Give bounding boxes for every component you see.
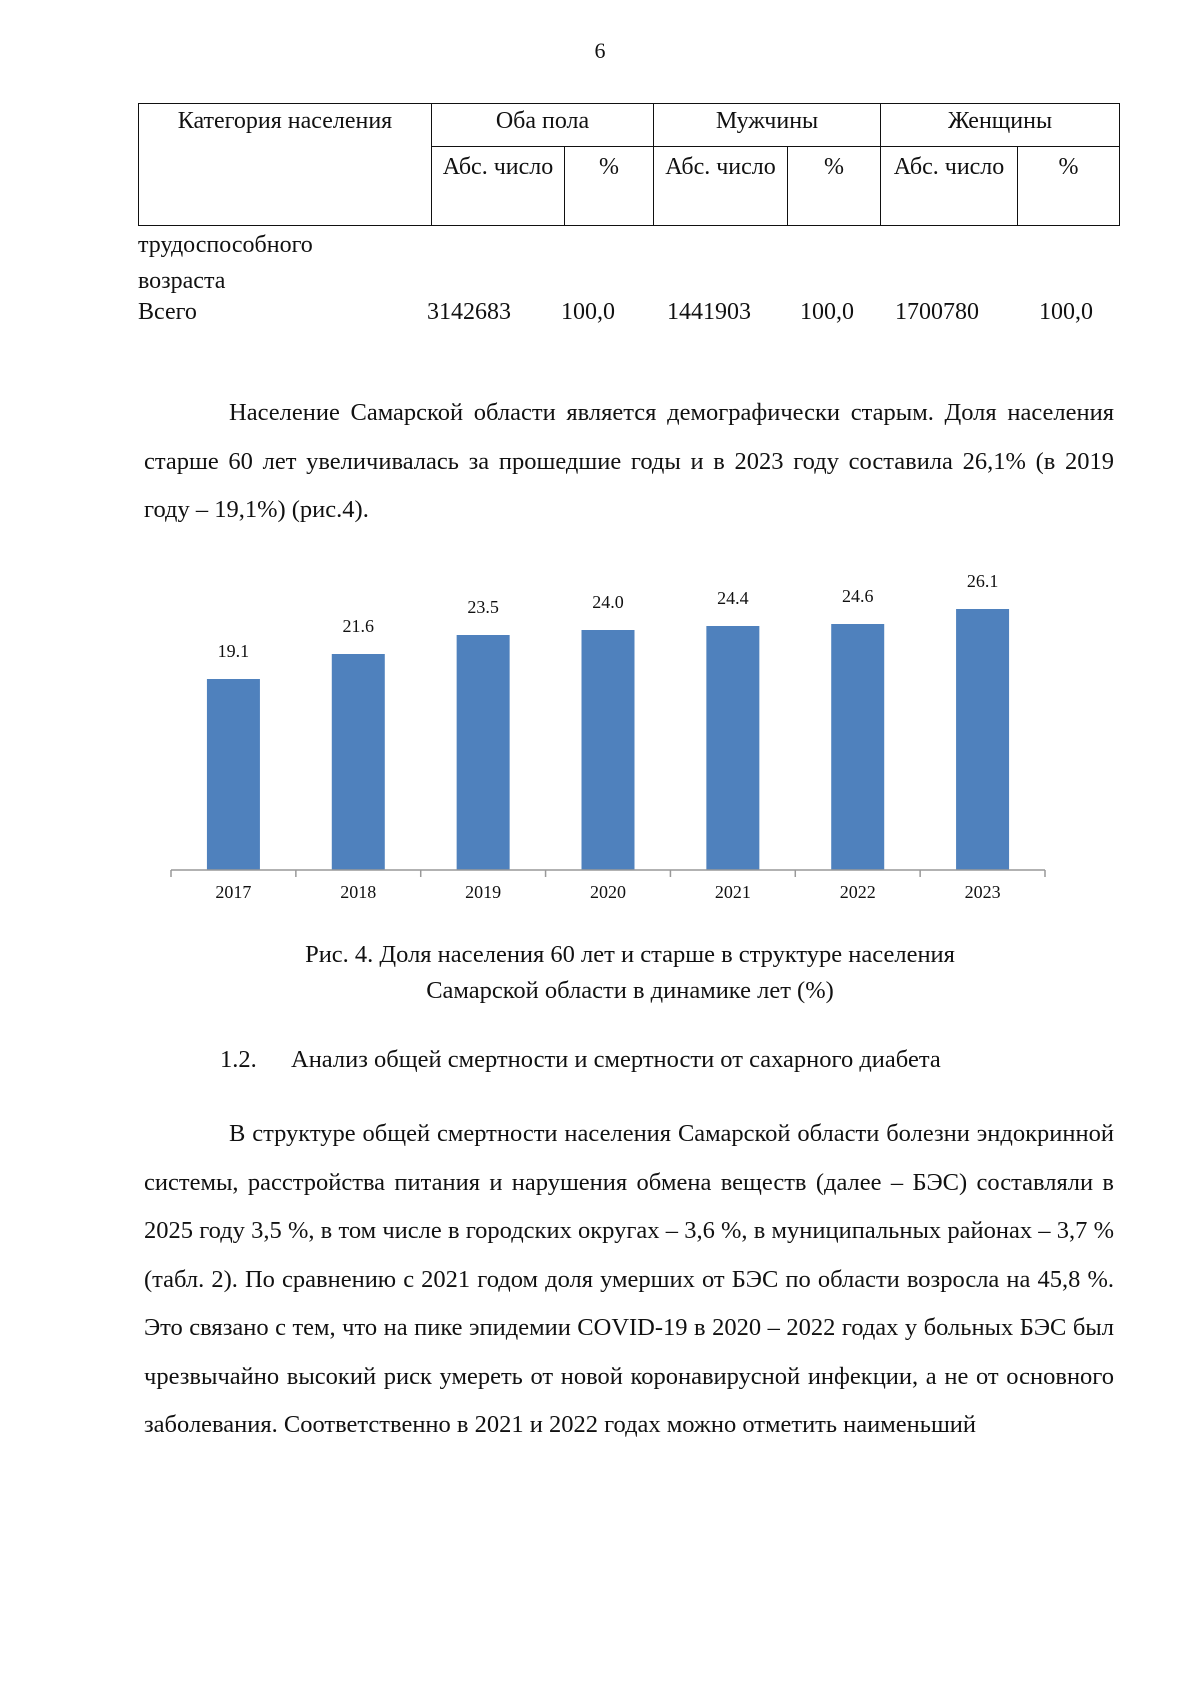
total-men-abs: 1441903 [667,299,751,325]
value-label-2020: 24.0 [592,592,624,612]
category-label-2023: 2023 [964,882,1001,902]
value-label-2018: 21.6 [342,616,375,636]
section-number: 1.2. [220,1046,257,1073]
bar-2022 [831,624,884,870]
bar-2017 [207,679,260,870]
value-label-2021: 24.4 [717,588,749,608]
elderly-share-bar-chart [150,570,1070,910]
category-label-2018: 2018 [340,882,377,902]
group-header-women: Женщины [881,104,1120,147]
category-label-2021: 2021 [714,882,751,902]
caption-line: Рис. 4. Доля населения 60 лет и старше в структуре населения [305,941,955,968]
subheader-abs: Абс. число [881,147,1018,226]
value-label-2022: 24.6 [841,586,874,606]
total-women-pct: 100,0 [1039,299,1093,325]
section-title: Анализ общей смертности и смертности от сахарного диабета [291,1046,941,1073]
value-label-2017: 19.1 [217,641,250,661]
bar-2018 [332,654,385,870]
total-row [138,299,1119,335]
category-label-2022: 2022 [839,882,876,902]
bar-2020 [582,630,635,870]
value-label-2019: 23.5 [467,597,499,617]
continuation-text: трудоспособного [138,232,313,258]
figure-caption [0,937,1200,1009]
subheader-pct: % [1018,147,1120,226]
continuation-text: возраста [138,268,226,294]
section-heading [220,1046,941,1074]
total-both-abs: 3142683 [427,299,511,325]
total-women-abs: 1700780 [895,299,979,325]
value-label-2023: 26.1 [966,571,999,591]
subheader-abs: Абс. число [432,147,565,226]
total-label: Всего [138,299,197,325]
subheader-pct: % [788,147,881,226]
paragraph-mortality: В структуре общей смертности населения Самарской области болезни эндокринной системы, расстройства питания и нарушения обмена веществ (далее – БЭС) составляли в 2025 году 3,5 %, в том числе в городских округах – 3,6 %, в муниципальных районах – 3,7 % (табл. 2). По сравнению с 2021 годом доля умерших от БЭС по области возросла на 45,8 %. Это связано с тем, что на пике эпидемии COVID-19 в 2020 – 2022 годах у больных БЭС был чрезвычайно высокий риск умереть от новой коронавирусной инфекции, а не от основного заболевания. Соответственно в 2021 и 2022 годах можно отметить наименьший [144,1120,1114,1438]
subheader-pct: % [565,147,654,226]
total-both-pct: 100,0 [561,299,615,325]
subheader-abs: Абс. число [654,147,788,226]
group-header-men: Мужчины [654,104,881,147]
bar-2019 [457,635,510,870]
category-header: Категория населения [139,104,432,226]
population-table-header [138,103,1120,226]
bar-2023 [956,609,1009,870]
total-men-pct: 100,0 [800,299,854,325]
group-header-both: Оба пола [432,104,654,147]
category-label-2020: 2020 [590,882,626,902]
paragraph-elderly-share: Население Самарской области является демографически старым. Доля населения старше 60 лет увеличивалась за прошедшие годы и в 2023 году составила 26,1% (в 2019 году – 19,1%) (рис.4). [144,399,1114,523]
caption-line: Самарской области в динамике лет (%) [426,977,834,1004]
page-number: 6 [594,38,606,63]
bar-2021 [706,626,759,870]
category-label-2019: 2019 [465,882,502,902]
category-label-2017: 2017 [215,882,252,902]
